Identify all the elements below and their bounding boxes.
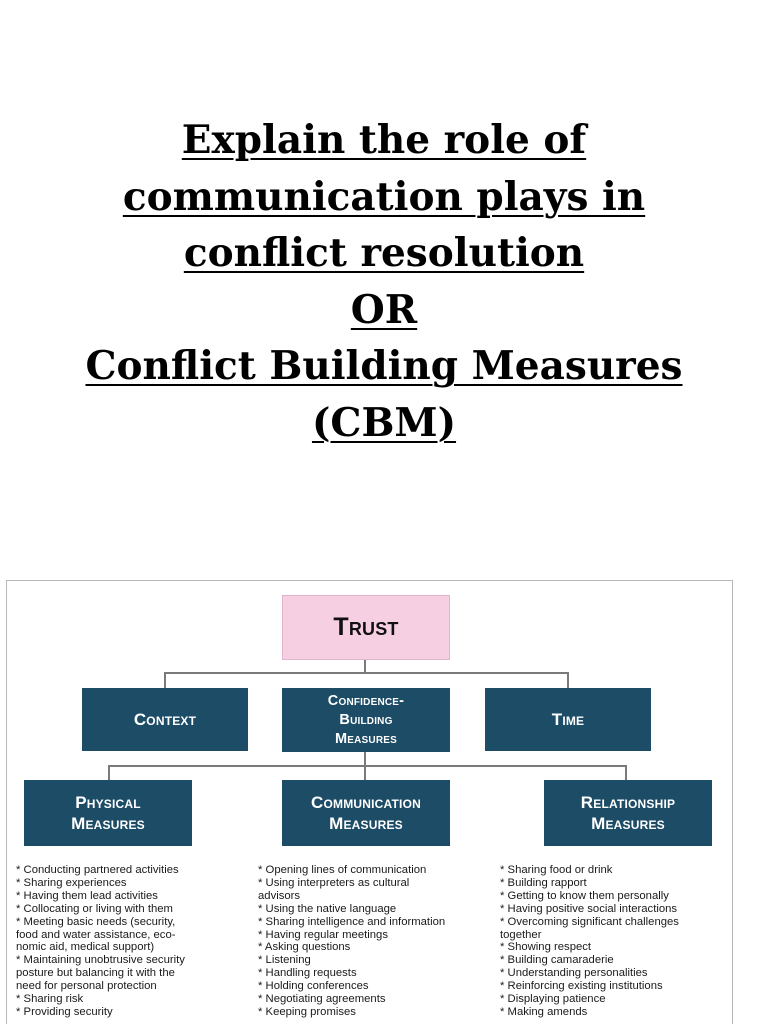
- list-item: * Maintaining unobtrusive security posture but balancing it with the need for personal protection: [16, 954, 185, 993]
- list-item: * Understanding personalities: [500, 967, 648, 980]
- time-node: [485, 688, 651, 751]
- context-node: [82, 688, 248, 751]
- connector-level3-horizontal: [108, 765, 626, 767]
- list-item: * Sharing intelligence and information: [258, 915, 446, 928]
- cbm-node: [282, 688, 450, 752]
- connector-relationship-up: [625, 765, 627, 780]
- list-item: * Overcoming significant challenges together: [500, 915, 679, 941]
- communication-measures-label: Communication Measures: [311, 793, 421, 833]
- list-item: * Using the native language: [258, 902, 397, 915]
- list-item: * Making amends: [500, 1005, 588, 1018]
- communication-measures-list: [258, 864, 488, 1019]
- list-item: * Negotiating agreements: [258, 993, 386, 1006]
- title-line-2: communication plays in: [122, 173, 646, 220]
- list-item: * Sharing risk: [16, 993, 84, 1006]
- connector-communication-up: [364, 765, 366, 780]
- relationship-measures-node: [544, 780, 712, 846]
- title-line-1: Explain the role of: [181, 117, 587, 163]
- connector-cbm-down: [364, 752, 366, 766]
- list-item: * Building rapport: [500, 876, 587, 889]
- list-item: * Holding conferences: [258, 980, 369, 993]
- title-line-5: Conflict Building Measures: [85, 343, 683, 389]
- list-item: * Getting to know them personally: [500, 889, 669, 902]
- physical-measures-label: Physical Measures: [71, 793, 145, 833]
- list-item: * Collocating or living with them: [16, 902, 173, 915]
- list-item: * Keeping promises: [258, 1005, 356, 1018]
- list-item: * Using interpreters as cultural advisors: [258, 876, 410, 902]
- relationship-measures-list: [500, 864, 732, 1019]
- connector-time-up: [567, 672, 569, 688]
- title-line-6: (CBM): [311, 399, 457, 446]
- title-line-3: conflict resolution: [183, 230, 585, 276]
- connector-context-up: [164, 672, 166, 688]
- list-item: * Reinforcing existing institutions: [500, 980, 663, 993]
- list-item: * Opening lines of communication: [258, 864, 427, 876]
- list-item: * Providing security: [16, 1005, 113, 1018]
- page-title: [0, 112, 768, 451]
- list-item: * Asking questions: [258, 941, 351, 954]
- physical-measures-node: [24, 780, 192, 846]
- list-item: * Conducting partnered activities: [16, 864, 179, 876]
- list-item: * Handling requests: [258, 967, 357, 980]
- list-item: * Listening: [258, 954, 311, 967]
- connector-physical-up: [108, 765, 110, 780]
- connector-level2-horizontal: [164, 672, 568, 674]
- list-item: * Showing respect: [500, 941, 592, 954]
- list-item: * Meeting basic needs (security, food and water assistance, eco- nomic aid, medical support): [16, 915, 176, 954]
- list-item: * Displaying patience: [500, 993, 606, 1006]
- time-label: Time: [551, 710, 585, 729]
- title-line-4: OR: [350, 286, 418, 333]
- physical-measures-list: [16, 864, 241, 1019]
- cbm-label: Confidence- Building Measures: [327, 692, 405, 747]
- context-label: Context: [133, 710, 197, 729]
- trust-label: Trust: [333, 613, 399, 641]
- trust-node: [282, 595, 450, 660]
- list-item: * Having them lead activities: [16, 889, 158, 902]
- communication-measures-node: [282, 780, 450, 846]
- list-item: * Sharing experiences: [16, 876, 127, 889]
- list-item: * Sharing food or drink: [500, 864, 613, 876]
- list-item: * Building camaraderie: [500, 954, 614, 967]
- relationship-measures-label: Relationship Measures: [580, 793, 676, 833]
- list-item: * Having positive social interactions: [500, 902, 678, 915]
- list-item: * Having regular meetings: [258, 928, 388, 941]
